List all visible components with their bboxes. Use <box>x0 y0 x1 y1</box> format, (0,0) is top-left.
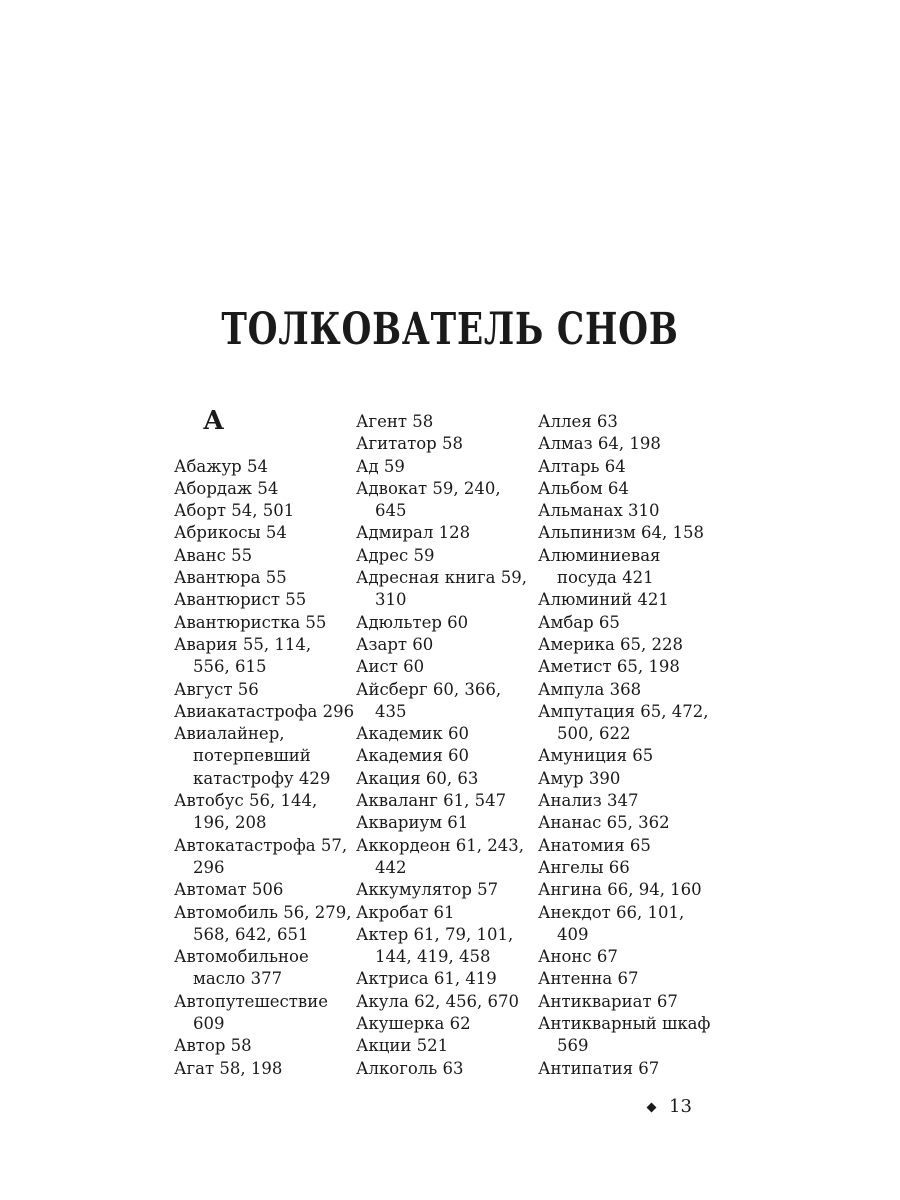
index-entry-continuation: 296 <box>193 857 225 877</box>
index-entry: Агент 58 <box>356 412 434 431</box>
index-entry: Аккумулятор 57 <box>356 880 499 900</box>
index-entry: Авария 55, 114, <box>174 634 312 654</box>
index-entry-continuation: 645 <box>375 501 407 521</box>
index-entry: Аккордеон 61, 243, <box>356 835 524 855</box>
index-entry: Адвокат 59, 240, <box>356 478 501 498</box>
index-entry-continuation: 435 <box>375 701 407 721</box>
index-entry: Актриса 61, 419 <box>356 969 497 989</box>
index-entry: Август 56 <box>174 679 259 699</box>
index-entry: Ангелы 66 <box>538 857 630 877</box>
index-entry-continuation: 568, 642, 651 <box>193 924 309 944</box>
index-entry: Агитатор 58 <box>356 434 463 454</box>
index-entry-continuation: масло 377 <box>193 969 283 989</box>
index-entry: Амбар 65 <box>538 612 620 632</box>
index-entry: Антенна 67 <box>538 969 639 989</box>
index-entry: Акула 62, 456, 670 <box>356 991 520 1011</box>
index-entry: Академия 60 <box>356 746 470 766</box>
index-entry: Ананас 65, 362 <box>538 813 670 833</box>
index-entry: Авиалайнер, <box>174 724 285 744</box>
index-entry: Анекдот 66, 101, <box>538 902 685 922</box>
index-entry: Актер 61, 79, 101, <box>356 924 514 944</box>
index-entry: Адресная книга 59, <box>356 568 527 588</box>
index-entry: Анализ 347 <box>538 791 639 811</box>
index-entry: Антиквариат 67 <box>538 991 678 1011</box>
index-entry: Адмирал 128 <box>356 523 471 543</box>
index-entry: Анатомия 65 <box>538 835 651 855</box>
index-entry: Автомобильное <box>174 947 309 967</box>
index-entry: Абордаж 54 <box>174 478 279 498</box>
index-entry: Автокатастрофа 57, <box>174 835 348 855</box>
index-entry: Аванс 55 <box>174 545 253 565</box>
index-entry: Автомобиль 56, 279, <box>174 902 352 922</box>
page-number: 13 <box>669 1096 692 1117</box>
index-entry-continuation: 310 <box>375 590 407 610</box>
index-entry: Адрес 59 <box>356 545 435 565</box>
index-entry: Автор 58 <box>174 1036 252 1056</box>
index-entry: Альманах 310 <box>538 501 660 521</box>
index-entry-continuation: потерпевший <box>193 746 311 766</box>
page-title: ТОЛКОВАТЕЛЬ СНОВ <box>221 304 679 355</box>
index-entry: Амур 390 <box>538 768 621 788</box>
index-entry-continuation: 609 <box>193 1014 225 1034</box>
index-entry: Ампутация 65, 472, <box>538 701 709 721</box>
index-entry: Аметист 65, 198 <box>538 657 680 677</box>
index-entry: Авиакатастрофа 296 <box>174 701 355 721</box>
index-entry: Амуниция 65 <box>538 746 654 766</box>
index-entry-continuation: 569 <box>557 1036 589 1056</box>
index-entry: Алтарь 64 <box>538 456 626 476</box>
index-entry: Ангина 66, 94, 160 <box>538 880 702 900</box>
index-entry: Агат 58, 198 <box>174 1058 283 1078</box>
index-entry: Адюльтер 60 <box>356 612 469 632</box>
index-entry-continuation: посуда 421 <box>557 568 654 588</box>
index-entry-continuation: 196, 208 <box>193 813 267 833</box>
page-footer <box>648 1095 692 1119</box>
index-entry: Аквариум 61 <box>356 813 469 833</box>
index-entry: Америка 65, 228 <box>538 634 684 654</box>
index-entry-continuation: 409 <box>557 924 589 944</box>
index-entry: Авантюра 55 <box>174 568 287 588</box>
index-entry: Абрикосы 54 <box>174 523 287 543</box>
index-entry: Аборт 54, 501 <box>174 501 295 521</box>
index-entry: Автомат 506 <box>174 880 284 900</box>
index-entry: Ампула 368 <box>538 679 642 699</box>
index-entry: Алюминиевая <box>538 545 661 565</box>
index-entry-continuation: 442 <box>375 857 407 877</box>
index-entry: Автопутешествие <box>174 991 328 1011</box>
index-entry: Автобус 56, 144, <box>174 791 318 811</box>
diamond-icon <box>647 1102 657 1112</box>
index-column-2 <box>356 411 527 1080</box>
index-entry: Акробат 61 <box>356 902 455 922</box>
index-entry: Аллея 63 <box>538 412 618 431</box>
index-entry: Алкоголь 63 <box>356 1058 464 1078</box>
index-entry: Аист 60 <box>356 657 425 677</box>
index-entry: Антипатия 67 <box>538 1058 660 1078</box>
index-entry: Авантюрист 55 <box>174 590 307 610</box>
index-entry: Абажур 54 <box>174 456 268 476</box>
index-entry: Анонс 67 <box>538 947 618 967</box>
index-entry: Антикварный шкаф <box>538 1014 711 1034</box>
index-entry: Алмаз 64, 198 <box>538 434 661 454</box>
index-entry: Альпинизм 64, 158 <box>538 523 705 543</box>
index-entry: Айсберг 60, 366, <box>356 679 502 699</box>
index-entry: Алюминий 421 <box>538 590 669 610</box>
index-entry: Академик 60 <box>356 724 469 744</box>
index-entry: Альбом 64 <box>538 478 629 498</box>
index-entry-continuation: 144, 419, 458 <box>375 947 491 967</box>
index-column-1 <box>174 411 354 1080</box>
index-entry-continuation: катастрофу 429 <box>193 768 331 788</box>
index-entry: Азарт 60 <box>356 634 434 654</box>
index-entry-continuation: 500, 622 <box>557 724 631 744</box>
index-entry-continuation: 556, 615 <box>193 657 267 677</box>
index-entry: Авантюристка 55 <box>174 612 327 632</box>
index-entry: Ад 59 <box>356 456 405 476</box>
index-entry: Акация 60, 63 <box>356 768 479 788</box>
index-entry: Акваланг 61, 547 <box>356 791 507 811</box>
index-column-3 <box>538 411 710 1080</box>
index-entry: Акушерка 62 <box>356 1014 471 1034</box>
section-letter: А <box>203 406 225 436</box>
index-entry: Акции 521 <box>356 1036 449 1056</box>
